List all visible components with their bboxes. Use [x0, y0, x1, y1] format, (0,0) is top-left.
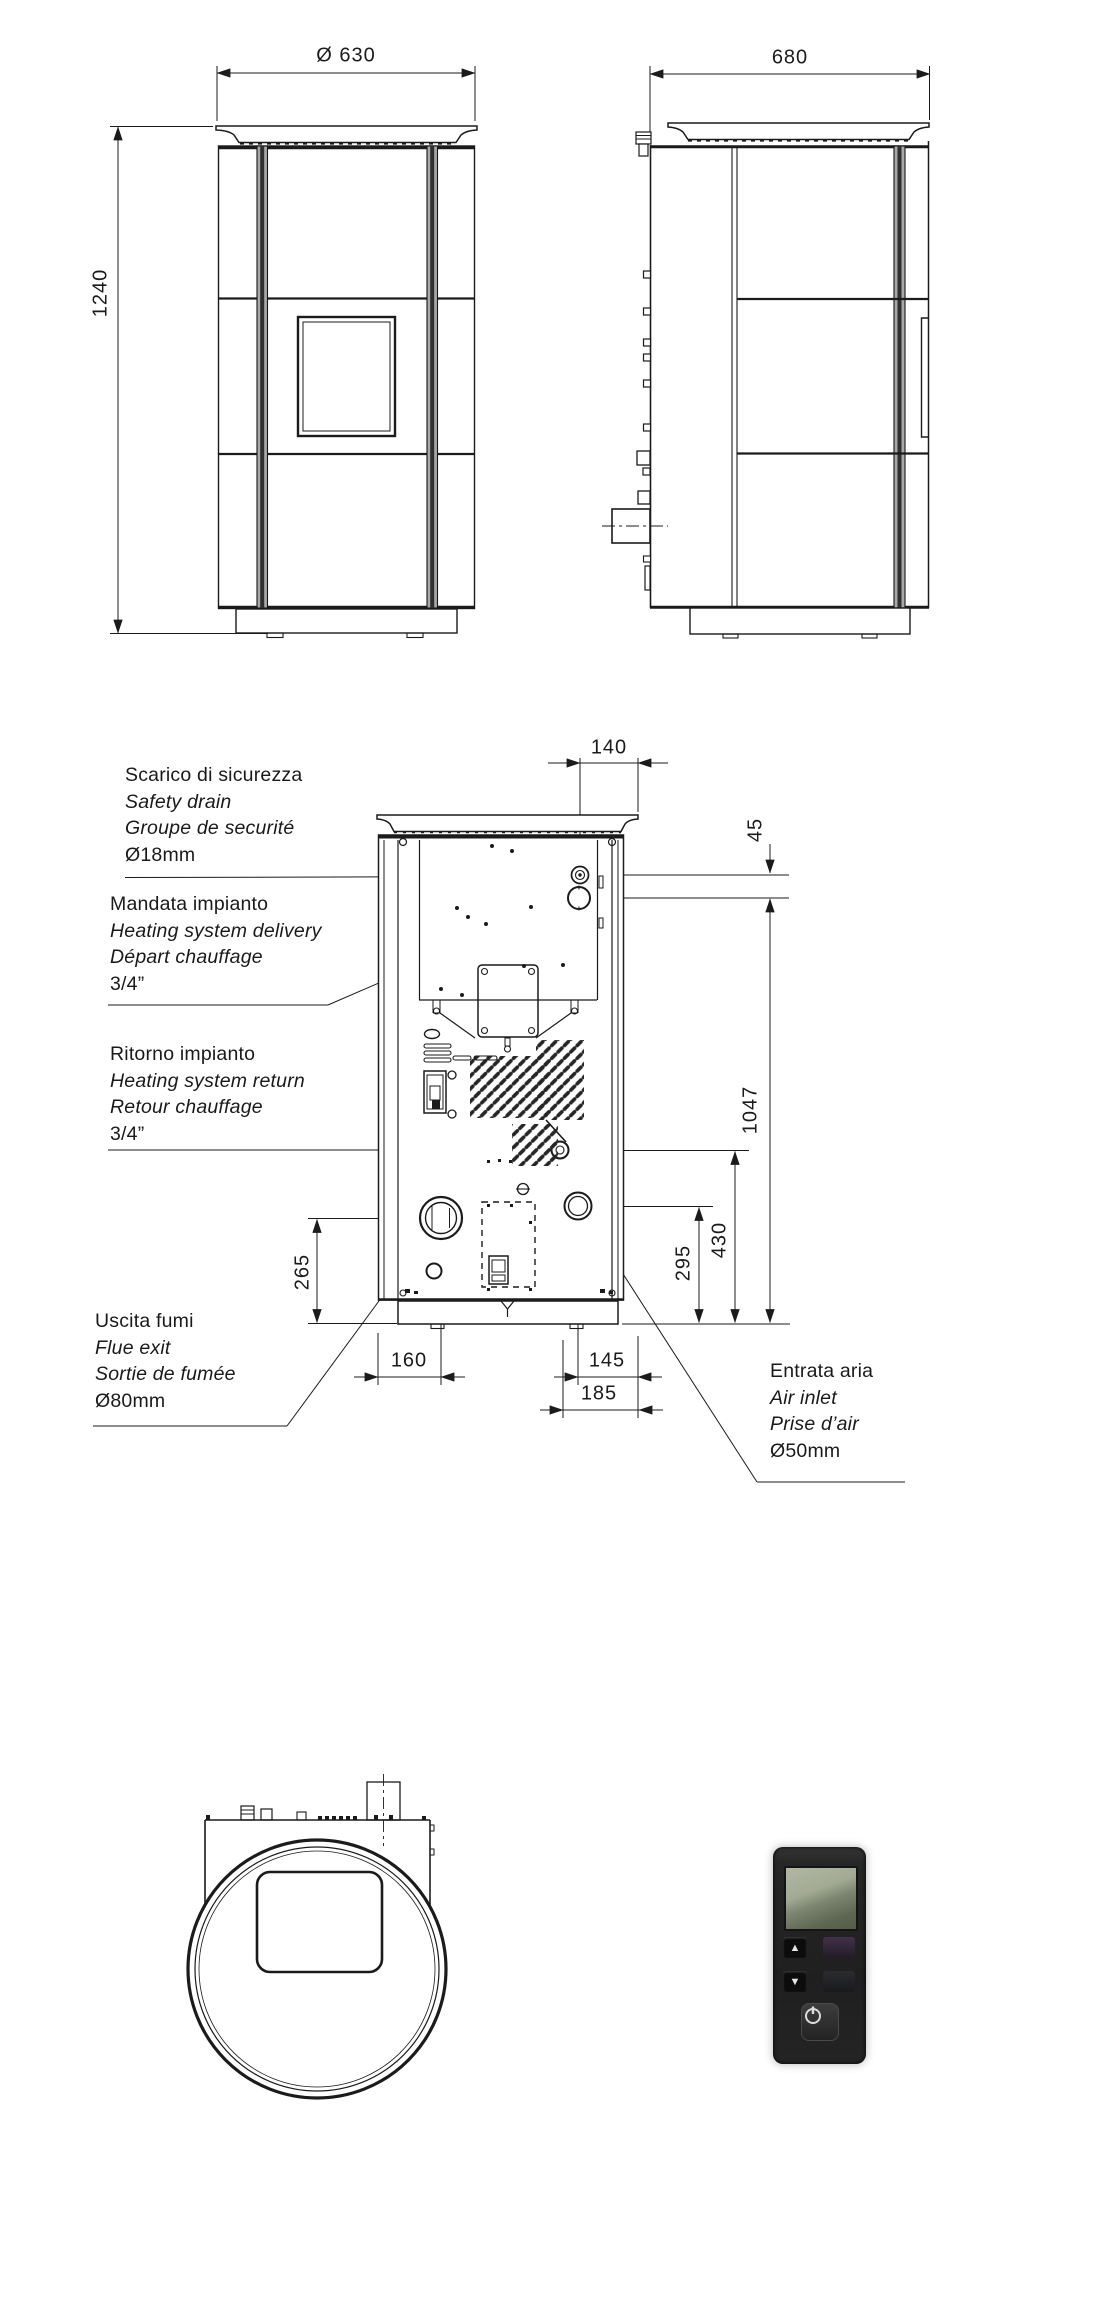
top-view: [188, 1774, 446, 2098]
callout-line: Entrata aria: [770, 1360, 874, 1382]
callout-line: Uscita fumi: [95, 1310, 194, 1332]
callout-line: Ø18mm: [125, 843, 196, 866]
dim-rear-45: 45: [744, 817, 767, 843]
remote-down-button: ▼: [783, 1971, 807, 1992]
dim-front-width: Ø 630: [316, 44, 376, 67]
callout-line: Départ chauffage: [110, 946, 263, 968]
callout-flue-exit: [95, 1308, 236, 1414]
callout-line: 3/4”: [110, 972, 145, 995]
callout-line: Safety drain: [125, 790, 232, 813]
dim-rear-185: 185: [580, 1382, 618, 1405]
dim-rear-265: 265: [291, 1253, 314, 1291]
callout-line: Flue exit: [95, 1336, 171, 1359]
dim-rear-140: 140: [590, 736, 628, 759]
dim-rear-430: 430: [708, 1221, 731, 1259]
power-icon: [802, 2004, 824, 2026]
dim-rear-160: 160: [390, 1349, 428, 1372]
callout-line: Ø50mm: [770, 1439, 841, 1462]
callout-heating-return: [110, 1041, 305, 1147]
callout-line: Mandata impianto: [110, 893, 269, 915]
side-view: [602, 66, 930, 638]
dim-rear-1047: 1047: [739, 1085, 762, 1135]
remote-esc-button: [823, 1971, 855, 1992]
callout-safety-drain: [125, 762, 302, 868]
remote-lcd-screen: [784, 1866, 858, 1931]
dim-rear-145: 145: [588, 1349, 626, 1372]
callout-heating-delivery: [110, 891, 322, 997]
callout-line: Prise d’air: [770, 1413, 859, 1435]
callout-line: 3/4”: [110, 1122, 145, 1145]
callout-line: Scarico di sicurezza: [125, 764, 303, 786]
callout-line: Sortie de fumée: [95, 1363, 236, 1385]
remote-power-button: [801, 2003, 839, 2041]
remote-menu-button: [823, 1937, 855, 1958]
callout-line: Air inlet: [770, 1386, 837, 1409]
dim-side-depth: 680: [771, 46, 809, 69]
remote-up-button: ▲: [783, 1937, 807, 1958]
dim-front-height: 1240: [89, 268, 112, 318]
callout-line: Ritorno impianto: [110, 1043, 256, 1065]
callout-line: Retour chauffage: [110, 1096, 263, 1118]
callout-line: Heating system return: [110, 1069, 305, 1092]
remote-control: [773, 1847, 866, 2064]
callout-air-inlet: [770, 1358, 873, 1464]
callout-line: Groupe de securité: [125, 817, 295, 839]
front-view: [110, 66, 477, 638]
callout-line: Heating system delivery: [110, 919, 322, 942]
dim-rear-295: 295: [672, 1244, 695, 1282]
callout-line: Ø80mm: [95, 1389, 166, 1412]
